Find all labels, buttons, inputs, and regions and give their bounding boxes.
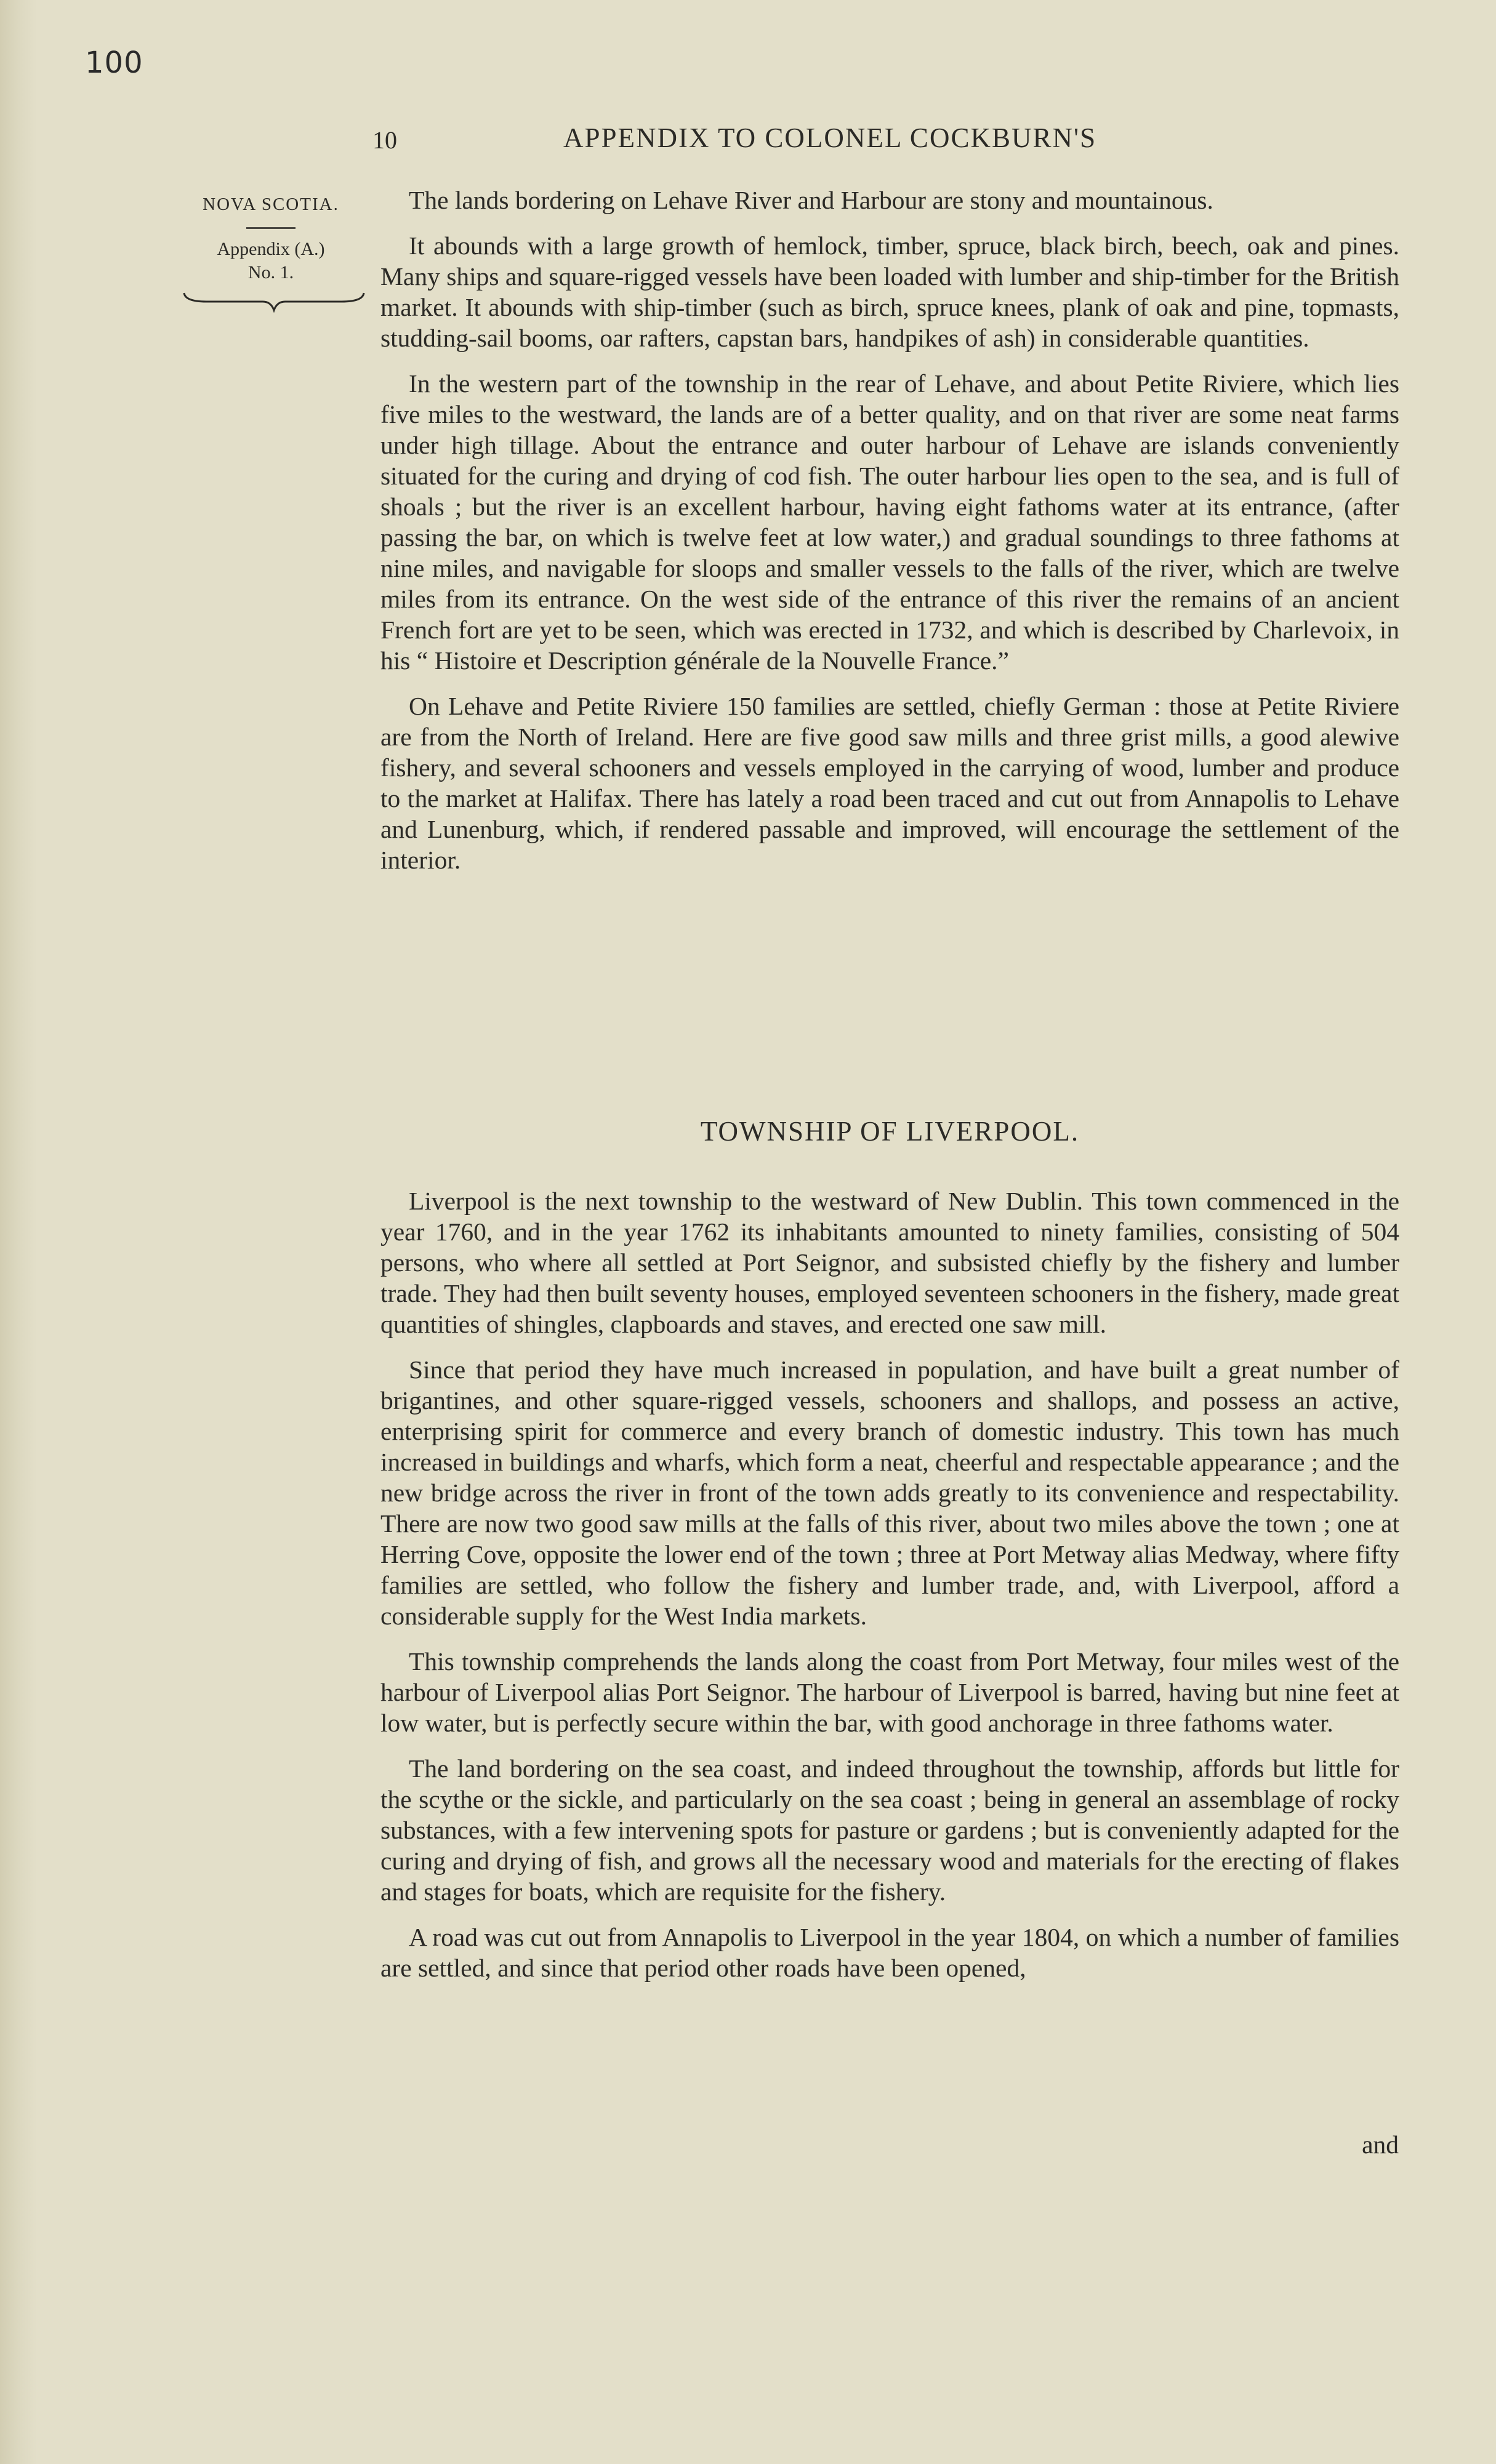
paragraph: Liverpool is the next township to the westward of New Dublin. This town commenced in the year 1760, and in the year 1762 its inhabitants amounted to ninety families, consisting of 504 persons, who where all settled at Port Seignor, and subsisted chiefly by the fishery and lumber trade. They had then built seventy houses, employed seventeen schooners in the fishery, made great quantities of shingles, clapboards and staves, and erected one saw mill. <box>380 1187 1399 1338</box>
body-text-liverpool <box>380 1186 1399 1983</box>
section-heading: TOWNSHIP OF LIVERPOOL. <box>700 1116 1080 1147</box>
margin-note-state: NOVA SCOTIA. <box>203 195 339 214</box>
paragraph: In the western part of the township in the rear of Lehave, and about Petite Riviere, which lies five miles to the westward, the lands are of a better quality, and on that river are some neat farms under high tillage. About the entrance and outer harbour of Lehave are islands conveniently situated for the curing and drying of cod fish. The outer harbour lies open to the sea, and is full of shoals ; but the river is an excellent harbour, having eight fathoms water at its entrance, (after passing the bar, on which is twelve feet at low water,) and gradual soundings to three fathoms at nine miles, and navigable for sloops and smaller vessels to the falls of the river, which are twelve miles from its entrance. On the west side of the entrance of this river the remains of an ancient French fort are yet to be seen, which was erected in 1732, and which is described by Charlevoix, in his “ Histoire et Description générale de la Nouvelle France.” <box>380 369 1399 675</box>
scan-page-number: 100 <box>85 46 143 80</box>
body-text-lehave <box>380 185 1399 875</box>
paragraph: Since that period they have much increased in population, and have built a great number of brigantines, and other square-rigged vessels, schooners and shallops, and possess an active, enterprising spirit for commerce and every branch of domestic industry. This town has much increased in buildings and wharfs, which form a neat, cheerful and respectable appearance ; and the new bridge across the river in front of the town adds greatly to its convenience and respectability. There are now two good saw mills at the falls of this river, about two miles above the town ; one at Herring Cove, opposite the lower end of the town ; three at Port Metway alias Medway, where fifty families are settled, who follow the fishery and lumber trade, and, with Liverpool, afford a considerable supply for the West India markets. <box>380 1355 1399 1630</box>
paragraph: The land bordering on the sea coast, and indeed throughout the township, affords but little for the scythe or the sickle, and particularly on the sea coast ; being in general an assemblage of rocky substances, with a few intervening spots for pasture or gardens ; but is conveniently adapted for the curing and drying of fish, and grows all the necessary wood and materials for the erecting of flakes and stages for boats, which are requisite for the fishery. <box>380 1754 1399 1906</box>
catchword: and <box>1362 2130 1399 2159</box>
margin-note <box>179 195 363 284</box>
margin-note-number: No. 1. <box>247 262 294 283</box>
margin-note-appendix: Appendix (A.) <box>217 239 325 259</box>
folio-number: 10 <box>372 126 397 154</box>
header-title: APPENDIX TO COLONEL COCKBURN'S <box>563 122 1097 153</box>
margin-brace-icon <box>182 288 366 319</box>
page-edge-shadow <box>0 0 37 2464</box>
paragraph: The lands bordering on Lehave River and Harbour are stony and mountainous. <box>409 186 1213 214</box>
paragraph: On Lehave and Petite Riviere 150 families are settled, chiefly German : those at Petite Riviere are from the North of Ireland. Here are five good saw mills and three grist mills, a good alewive fishery, and several schooners and vessels employed in the carrying of wood, lumber and produce to the market at Halifax. There has lately a road been traced and cut out from Annapolis to Lehave and Lunenburg, which, if rendered passable and improved, will encourage the settlement of the interior. <box>380 692 1399 874</box>
paragraph: This township comprehends the lands along the coast from Port Metway, four miles west of the harbour of Liverpool alias Port Seignor. The harbour of Liverpool is barred, having but nine feet at low water, but is perfectly secure within the bar, with good anchorage in three fathoms water. <box>380 1647 1399 1737</box>
paragraph: A road was cut out from Annapolis to Liverpool in the year 1804, on which a number of families are settled, and since that period other roads have been opened, <box>380 1923 1399 1982</box>
paragraph: It abounds with a large growth of hemlock, timber, spruce, black birch, beech, oak and pines. Many ships and square-rigged vessels have been loaded with lumber and ship-timber for the British market. It abounds with ship-timber (such as birch, spruce knees, plank of oak and pine, topmasts, studding-sail booms, oar rafters, capstan bars, handpikes of ash) in considerable quantities. <box>380 231 1399 352</box>
running-header <box>372 122 1401 159</box>
margin-rule-divider <box>246 227 296 229</box>
